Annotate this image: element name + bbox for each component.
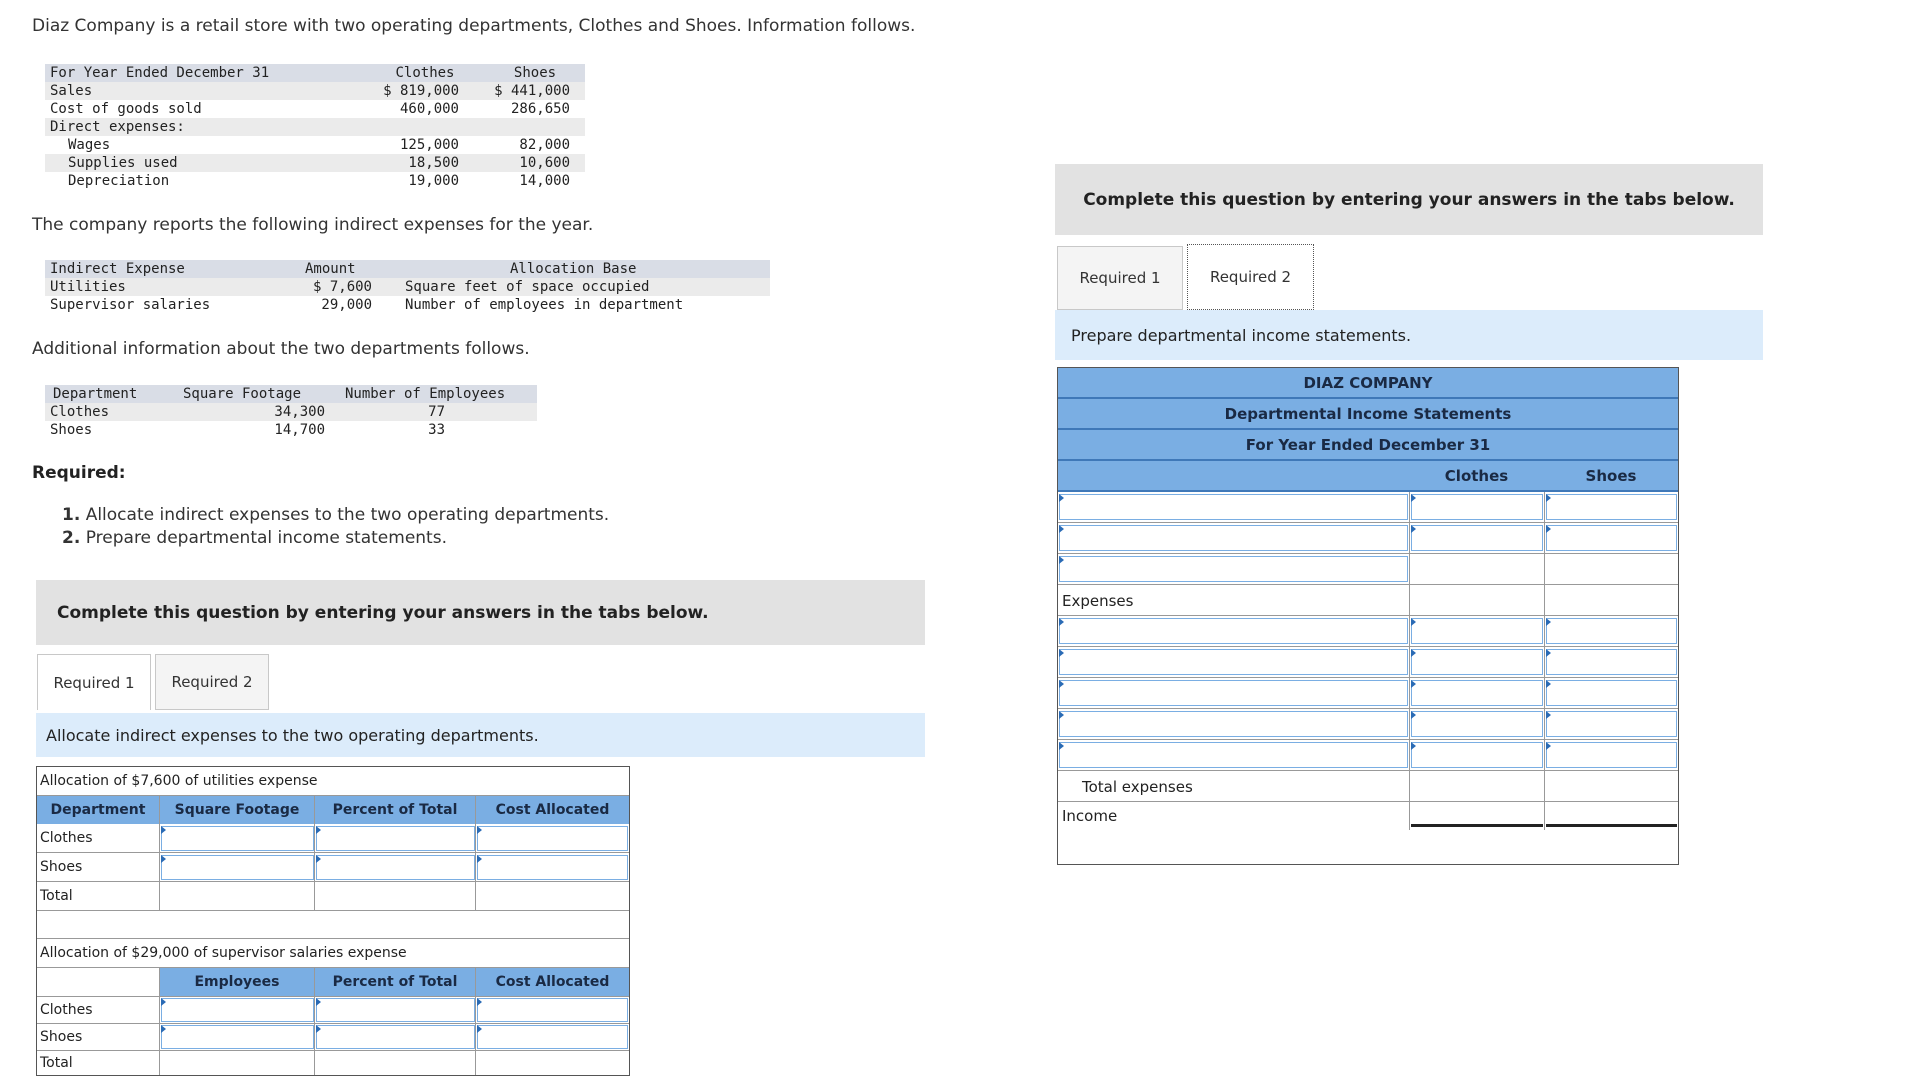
statement-row bbox=[1058, 616, 1678, 647]
sup-col-percent: Percent of Total bbox=[315, 968, 475, 996]
util-total-cost-cell[interactable] bbox=[476, 882, 629, 910]
input-marker-icon bbox=[1411, 649, 1416, 657]
sup-shoes-percent-input[interactable] bbox=[316, 1025, 475, 1049]
shoes-amount-input[interactable] bbox=[1546, 618, 1677, 644]
util-row-shoes-label: Shoes bbox=[40, 859, 83, 875]
table-row: Wages 125,000 82,000 bbox=[68, 137, 570, 153]
util-total-sqft-cell[interactable] bbox=[160, 882, 314, 910]
allocation-grid bbox=[36, 766, 630, 1076]
input-marker-icon bbox=[1059, 494, 1064, 502]
line-item-label-input[interactable] bbox=[1059, 556, 1408, 582]
input-marker-icon bbox=[1059, 618, 1064, 626]
input-marker-icon bbox=[316, 855, 321, 863]
util-shoes-percent-input[interactable] bbox=[316, 855, 475, 880]
income-label: Income bbox=[1062, 807, 1118, 825]
input-marker-icon bbox=[1059, 556, 1064, 564]
sup-total-employees-cell[interactable] bbox=[160, 1051, 314, 1075]
input-marker-icon bbox=[1546, 680, 1551, 688]
table-header: Department Square Footage Number of Employees bbox=[45, 385, 537, 403]
input-marker-icon bbox=[161, 855, 166, 863]
sup-row-shoes-label: Shoes bbox=[40, 1029, 83, 1045]
input-marker-icon bbox=[1059, 742, 1064, 750]
indirect-expense-table bbox=[45, 260, 770, 316]
income-statement bbox=[1057, 367, 1679, 865]
input-marker-icon bbox=[1411, 742, 1416, 750]
clothes-amount-input[interactable] bbox=[1411, 711, 1543, 737]
input-marker-icon bbox=[1546, 711, 1551, 719]
clothes-amount-input[interactable] bbox=[1411, 494, 1543, 520]
additional-intro-text: Additional information about the two departments follows. bbox=[32, 339, 530, 359]
intro-text: Diaz Company is a retail store with two operating departments, Clothes and Shoes. Information follows. bbox=[32, 16, 916, 36]
line-item-label-input[interactable] bbox=[1059, 494, 1408, 520]
input-marker-icon bbox=[161, 826, 166, 834]
input-marker-icon bbox=[1059, 680, 1064, 688]
clothes-amount-input[interactable] bbox=[1411, 680, 1543, 706]
shoes-amount-input[interactable] bbox=[1546, 525, 1677, 551]
statement-row bbox=[1058, 647, 1678, 678]
expenses-label: Expenses bbox=[1062, 591, 1134, 610]
supervisor-caption: Allocation of $29,000 of supervisor salaries expense bbox=[40, 945, 407, 961]
statement-row bbox=[1058, 771, 1678, 802]
statement-title: Departmental Income Statements bbox=[1058, 399, 1678, 430]
utilities-caption: Allocation of $7,600 of utilities expense bbox=[40, 773, 318, 789]
util-shoes-sqft-input[interactable] bbox=[161, 855, 314, 880]
sup-clothes-employees-input[interactable] bbox=[161, 998, 314, 1022]
util-col-square-footage: Square Footage bbox=[160, 796, 314, 824]
sup-total-cost-cell[interactable] bbox=[476, 1051, 629, 1075]
sup-row-total-label: Total bbox=[40, 1055, 73, 1071]
sup-clothes-cost-input[interactable] bbox=[477, 998, 628, 1022]
left-instruction: Allocate indirect expenses to the two operating departments. bbox=[36, 713, 925, 757]
util-clothes-percent-input[interactable] bbox=[316, 826, 475, 851]
input-marker-icon bbox=[1411, 618, 1416, 626]
statement-row bbox=[1058, 554, 1678, 585]
sup-row-clothes-label: Clothes bbox=[40, 1002, 93, 1018]
shoes-amount-input[interactable] bbox=[1546, 680, 1677, 706]
input-marker-icon bbox=[1411, 494, 1416, 502]
input-marker-icon bbox=[316, 998, 321, 1006]
input-marker-icon bbox=[1059, 711, 1064, 719]
line-item-label-input[interactable] bbox=[1059, 680, 1408, 706]
shoes-total-expenses-cell[interactable] bbox=[1546, 773, 1677, 799]
input-marker-icon bbox=[1411, 711, 1416, 719]
line-item-label-input[interactable] bbox=[1059, 649, 1408, 675]
sup-col-cost: Cost Allocated bbox=[476, 968, 629, 996]
input-marker-icon bbox=[1059, 525, 1064, 533]
table-header: For Year Ended December 31 Clothes Shoes bbox=[45, 64, 585, 82]
required-item-2: 2. Prepare departmental income statements. bbox=[62, 528, 447, 548]
input-marker-icon bbox=[161, 998, 166, 1006]
col-clothes-header: Clothes bbox=[1409, 461, 1544, 492]
table-header: Indirect Expense Amount Allocation Base bbox=[45, 260, 770, 278]
line-item-label-input[interactable] bbox=[1059, 711, 1408, 737]
shoes-amount-input[interactable] bbox=[1546, 556, 1677, 582]
line-item-label-input[interactable] bbox=[1059, 618, 1408, 644]
shoes-amount-input[interactable] bbox=[1546, 649, 1677, 675]
total-expenses-label: Total expenses bbox=[1082, 777, 1193, 796]
right-question-banner: Complete this question by entering your answers in the tabs below. bbox=[1055, 164, 1763, 235]
department-data-table bbox=[45, 64, 585, 194]
statement-row bbox=[1058, 709, 1678, 740]
statement-period: For Year Ended December 31 bbox=[1058, 430, 1678, 461]
sup-col-employees: Employees bbox=[160, 968, 314, 996]
input-marker-icon bbox=[1546, 494, 1551, 502]
input-marker-icon bbox=[316, 1025, 321, 1033]
util-col-department: Department bbox=[37, 796, 159, 824]
input-marker-icon bbox=[477, 826, 482, 834]
shoes-amount-input[interactable] bbox=[1546, 711, 1677, 737]
table-row: Cost of goods sold 460,000 286,650 bbox=[50, 101, 570, 117]
table-row: Supervisor salaries 29,000 Number of employees in department bbox=[50, 297, 684, 313]
input-marker-icon bbox=[1411, 525, 1416, 533]
input-marker-icon bbox=[316, 826, 321, 834]
clothes-total-expenses-cell[interactable] bbox=[1411, 773, 1543, 799]
line-item-label-input[interactable] bbox=[1059, 525, 1408, 551]
input-marker-icon bbox=[1546, 742, 1551, 750]
shoes-amount-cell[interactable] bbox=[1546, 587, 1677, 613]
shoes-income-cell[interactable] bbox=[1546, 804, 1677, 827]
tab-required-1[interactable]: Required 1 bbox=[37, 654, 151, 710]
tab-required-2-right[interactable]: Required 2 bbox=[1187, 244, 1314, 310]
input-marker-icon bbox=[477, 855, 482, 863]
table-row: Depreciation 19,000 14,000 bbox=[68, 173, 570, 189]
table-row: Clothes 34,300 77 bbox=[45, 403, 537, 421]
table-row: Direct expenses: bbox=[45, 118, 585, 136]
label-column-header bbox=[1058, 461, 1409, 492]
clothes-amount-input[interactable] bbox=[1411, 556, 1543, 582]
statement-row bbox=[1058, 492, 1678, 523]
input-marker-icon bbox=[1546, 649, 1551, 657]
clothes-amount-input[interactable] bbox=[1411, 649, 1543, 675]
required-title: Required: bbox=[32, 463, 126, 483]
input-marker-icon bbox=[1059, 649, 1064, 657]
sup-shoes-employees-input[interactable] bbox=[161, 1025, 314, 1049]
util-col-percent: Percent of Total bbox=[315, 796, 475, 824]
util-total-percent-cell[interactable] bbox=[315, 882, 475, 910]
input-marker-icon bbox=[1546, 618, 1551, 626]
col-shoes-header: Shoes bbox=[1544, 461, 1678, 492]
clothes-amount-cell[interactable] bbox=[1411, 587, 1543, 613]
statement-row bbox=[1058, 740, 1678, 771]
shoes-amount-input[interactable] bbox=[1546, 494, 1677, 520]
left-question-banner: Complete this question by entering your answers in the tabs below. bbox=[36, 580, 925, 645]
util-clothes-sqft-input[interactable] bbox=[161, 826, 314, 851]
input-marker-icon bbox=[477, 998, 482, 1006]
statement-row bbox=[1058, 802, 1678, 830]
util-shoes-cost-input[interactable] bbox=[477, 855, 628, 880]
clothes-amount-input[interactable] bbox=[1411, 618, 1543, 644]
department-info-table bbox=[45, 385, 537, 441]
sup-clothes-percent-input[interactable] bbox=[316, 998, 475, 1022]
util-col-cost: Cost Allocated bbox=[476, 796, 629, 824]
input-marker-icon bbox=[477, 1025, 482, 1033]
line-item-label-input[interactable] bbox=[1059, 742, 1408, 768]
sup-shoes-cost-input[interactable] bbox=[477, 1025, 628, 1049]
indirect-intro-text: The company reports the following indirect expenses for the year. bbox=[32, 215, 594, 235]
util-clothes-cost-input[interactable] bbox=[477, 826, 628, 851]
statement-row bbox=[1058, 523, 1678, 554]
table-row: Shoes 14,700 33 bbox=[50, 422, 445, 438]
statement-row bbox=[1058, 585, 1678, 616]
table-row: Sales $ 819,000 $ 441,000 bbox=[45, 82, 585, 100]
input-marker-icon bbox=[1411, 680, 1416, 688]
table-row: Utilities $ 7,600 Square feet of space occupied bbox=[45, 278, 770, 296]
tab-required-2[interactable]: Required 2 bbox=[155, 654, 269, 710]
statement-row bbox=[1058, 678, 1678, 709]
shoes-amount-input[interactable] bbox=[1546, 742, 1677, 768]
clothes-amount-input[interactable] bbox=[1411, 742, 1543, 768]
required-item-1: 1. Allocate indirect expenses to the two operating departments. bbox=[62, 505, 610, 525]
company-name: DIAZ COMPANY bbox=[1058, 368, 1678, 399]
input-marker-icon bbox=[1546, 525, 1551, 533]
util-row-total-label: Total bbox=[40, 888, 73, 904]
sup-total-percent-cell[interactable] bbox=[315, 1051, 475, 1075]
clothes-income-cell[interactable] bbox=[1411, 804, 1543, 827]
tab-required-1-right[interactable]: Required 1 bbox=[1057, 246, 1183, 310]
util-row-clothes-label: Clothes bbox=[40, 830, 93, 846]
clothes-amount-input[interactable] bbox=[1411, 525, 1543, 551]
input-marker-icon bbox=[161, 1025, 166, 1033]
right-instruction: Prepare departmental income statements. bbox=[1055, 310, 1763, 360]
table-row: Supplies used 18,500 10,600 bbox=[45, 154, 585, 172]
